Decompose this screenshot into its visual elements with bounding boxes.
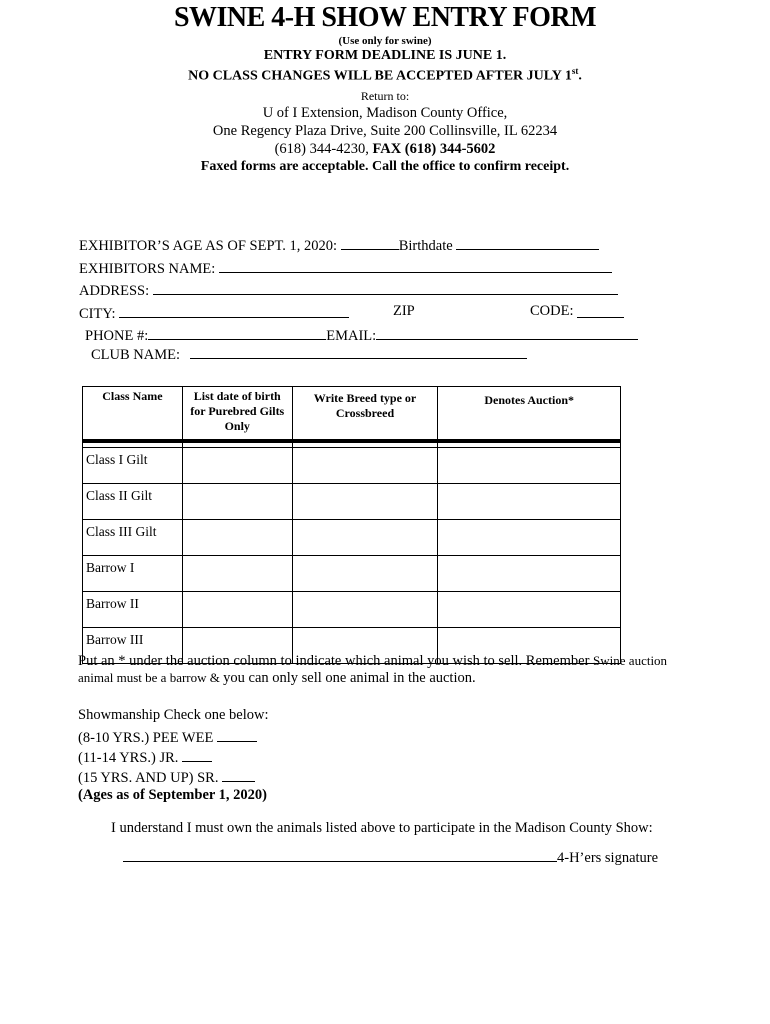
showmanship-ages-note: (Ages as of September 1, 2020): [78, 787, 268, 803]
table-header-row: [83, 387, 621, 442]
no-changes-text: NO CLASS CHANGES WILL BE ACCEPTED AFTER JULY 1: [188, 68, 572, 84]
header-class-name: Class Name: [83, 387, 183, 442]
birth-date-cell[interactable]: [182, 448, 292, 484]
auction-cell[interactable]: [438, 556, 621, 592]
no-class-changes-notice: [0, 66, 770, 85]
form-title: SWINE 4-H SHOW ENTRY FORM: [173, 2, 597, 33]
zip-code-field[interactable]: [577, 303, 624, 318]
name-field[interactable]: [219, 258, 612, 273]
class-entry-table: [82, 386, 621, 664]
pee-wee-checkbox[interactable]: [217, 727, 257, 742]
class-name-cell: Barrow III: [83, 628, 183, 664]
age-label: EXHIBITOR’S AGE AS OF SEPT. 1, 2020:: [79, 238, 338, 254]
auction-cell[interactable]: [438, 592, 621, 628]
breed-type-cell[interactable]: [292, 556, 438, 592]
office-phone-fax: [0, 141, 770, 158]
city-field[interactable]: [119, 303, 349, 318]
ownership-statement: I understand I must own the animals listed above to participate in the Madison County Show:: [111, 820, 653, 836]
no-changes-end: .: [578, 68, 582, 84]
breed-type-cell[interactable]: [292, 592, 438, 628]
club-label: CLUB NAME:: [91, 347, 181, 363]
header-auction: Denotes Auction*: [438, 387, 621, 442]
auction-cell[interactable]: [438, 448, 621, 484]
no-changes-sup: st: [571, 66, 579, 76]
return-to: Return to:: [360, 89, 410, 103]
phone-label: PHONE #:: [85, 328, 149, 344]
pee-wee-label: (8-10 YRS.) PEE WEE: [78, 730, 214, 746]
class-name-cell: Class II Gilt: [83, 484, 183, 520]
breed-type-cell[interactable]: [292, 484, 438, 520]
instructions-text-2b: you can only sell one animal in the auction.: [223, 670, 476, 686]
birthdate-label: Birthdate: [398, 238, 453, 254]
city-label: CITY:: [79, 306, 116, 322]
office-phone: (618) 344-4230,: [274, 141, 373, 157]
entry-deadline: ENTRY FORM DEADLINE IS JUNE 1.: [263, 48, 507, 63]
office-address-line-2: One Regency Plaza Drive, Suite 200 Collinsville, IL 62234: [212, 123, 558, 139]
email-label: EMAIL:: [326, 328, 377, 344]
address-label: ADDRESS:: [79, 283, 150, 299]
auction-instructions-line-1: [78, 653, 667, 670]
birth-date-cell[interactable]: [182, 484, 292, 520]
age-row: [79, 235, 599, 255]
phone-email-row: [85, 325, 638, 345]
signature-field[interactable]: [123, 847, 557, 862]
office-address-line-1: U of I Extension, Madison County Office,: [262, 105, 508, 121]
name-label: EXHIBITORS NAME:: [79, 261, 216, 277]
birthdate-field[interactable]: [456, 235, 599, 250]
showmanship-pee-wee: [78, 727, 257, 747]
address-row: [79, 280, 618, 300]
name-row: [79, 258, 612, 278]
breed-type-cell[interactable]: [292, 448, 438, 484]
club-row: [91, 344, 527, 364]
faxed-forms-note: Faxed forms are acceptable. Call the office to confirm receipt.: [200, 159, 570, 174]
table-row: [83, 520, 621, 556]
header-breed-type: Write Breed type or Crossbreed: [292, 387, 438, 442]
auction-cell[interactable]: [438, 484, 621, 520]
class-name-cell: Barrow II: [83, 592, 183, 628]
signature-label: 4-H’ers signature: [557, 850, 659, 866]
class-name-cell: Class III Gilt: [83, 520, 183, 556]
signature-row: [123, 847, 658, 867]
table-row: [83, 556, 621, 592]
office-fax: FAX (618) 344-5602: [372, 141, 496, 157]
class-name-cell: Barrow I: [83, 556, 183, 592]
instructions-text-2a: animal must be a barrow &: [78, 670, 224, 685]
phone-field[interactable]: [148, 325, 326, 340]
senior-checkbox[interactable]: [222, 767, 255, 782]
birth-date-cell[interactable]: [182, 520, 292, 556]
birth-date-cell[interactable]: [182, 592, 292, 628]
email-field[interactable]: [376, 325, 638, 340]
instructions-text-1b: Swine auction: [593, 653, 668, 668]
form-subnote: (Use only for swine): [338, 35, 432, 47]
header-birth-date: List date of birth for Purebred Gilts Only: [182, 387, 292, 442]
showmanship-junior: [78, 747, 212, 767]
table-row: [83, 484, 621, 520]
showmanship-heading: Showmanship Check one below:: [78, 707, 269, 723]
table-row: [83, 448, 621, 484]
breed-type-cell[interactable]: [292, 520, 438, 556]
auction-cell[interactable]: [438, 520, 621, 556]
code-label: CODE:: [530, 303, 574, 319]
club-field[interactable]: [190, 344, 527, 359]
junior-checkbox[interactable]: [182, 747, 212, 762]
auction-instructions-line-2: [78, 670, 476, 687]
table-row: [83, 592, 621, 628]
class-name-cell: Class I Gilt: [83, 448, 183, 484]
address-field[interactable]: [153, 280, 618, 295]
junior-label: (11-14 YRS.) JR.: [78, 750, 179, 766]
zip-label: ZIP: [393, 303, 415, 319]
age-field[interactable]: [341, 235, 399, 250]
birth-date-cell[interactable]: [182, 556, 292, 592]
senior-label: (15 YRS. AND UP) SR.: [78, 770, 219, 786]
showmanship-senior: [78, 767, 255, 787]
city-row: [79, 303, 625, 323]
instructions-text-1a: Put an * under the auction column to indicate which animal you wish to sell. Remember: [78, 653, 594, 669]
